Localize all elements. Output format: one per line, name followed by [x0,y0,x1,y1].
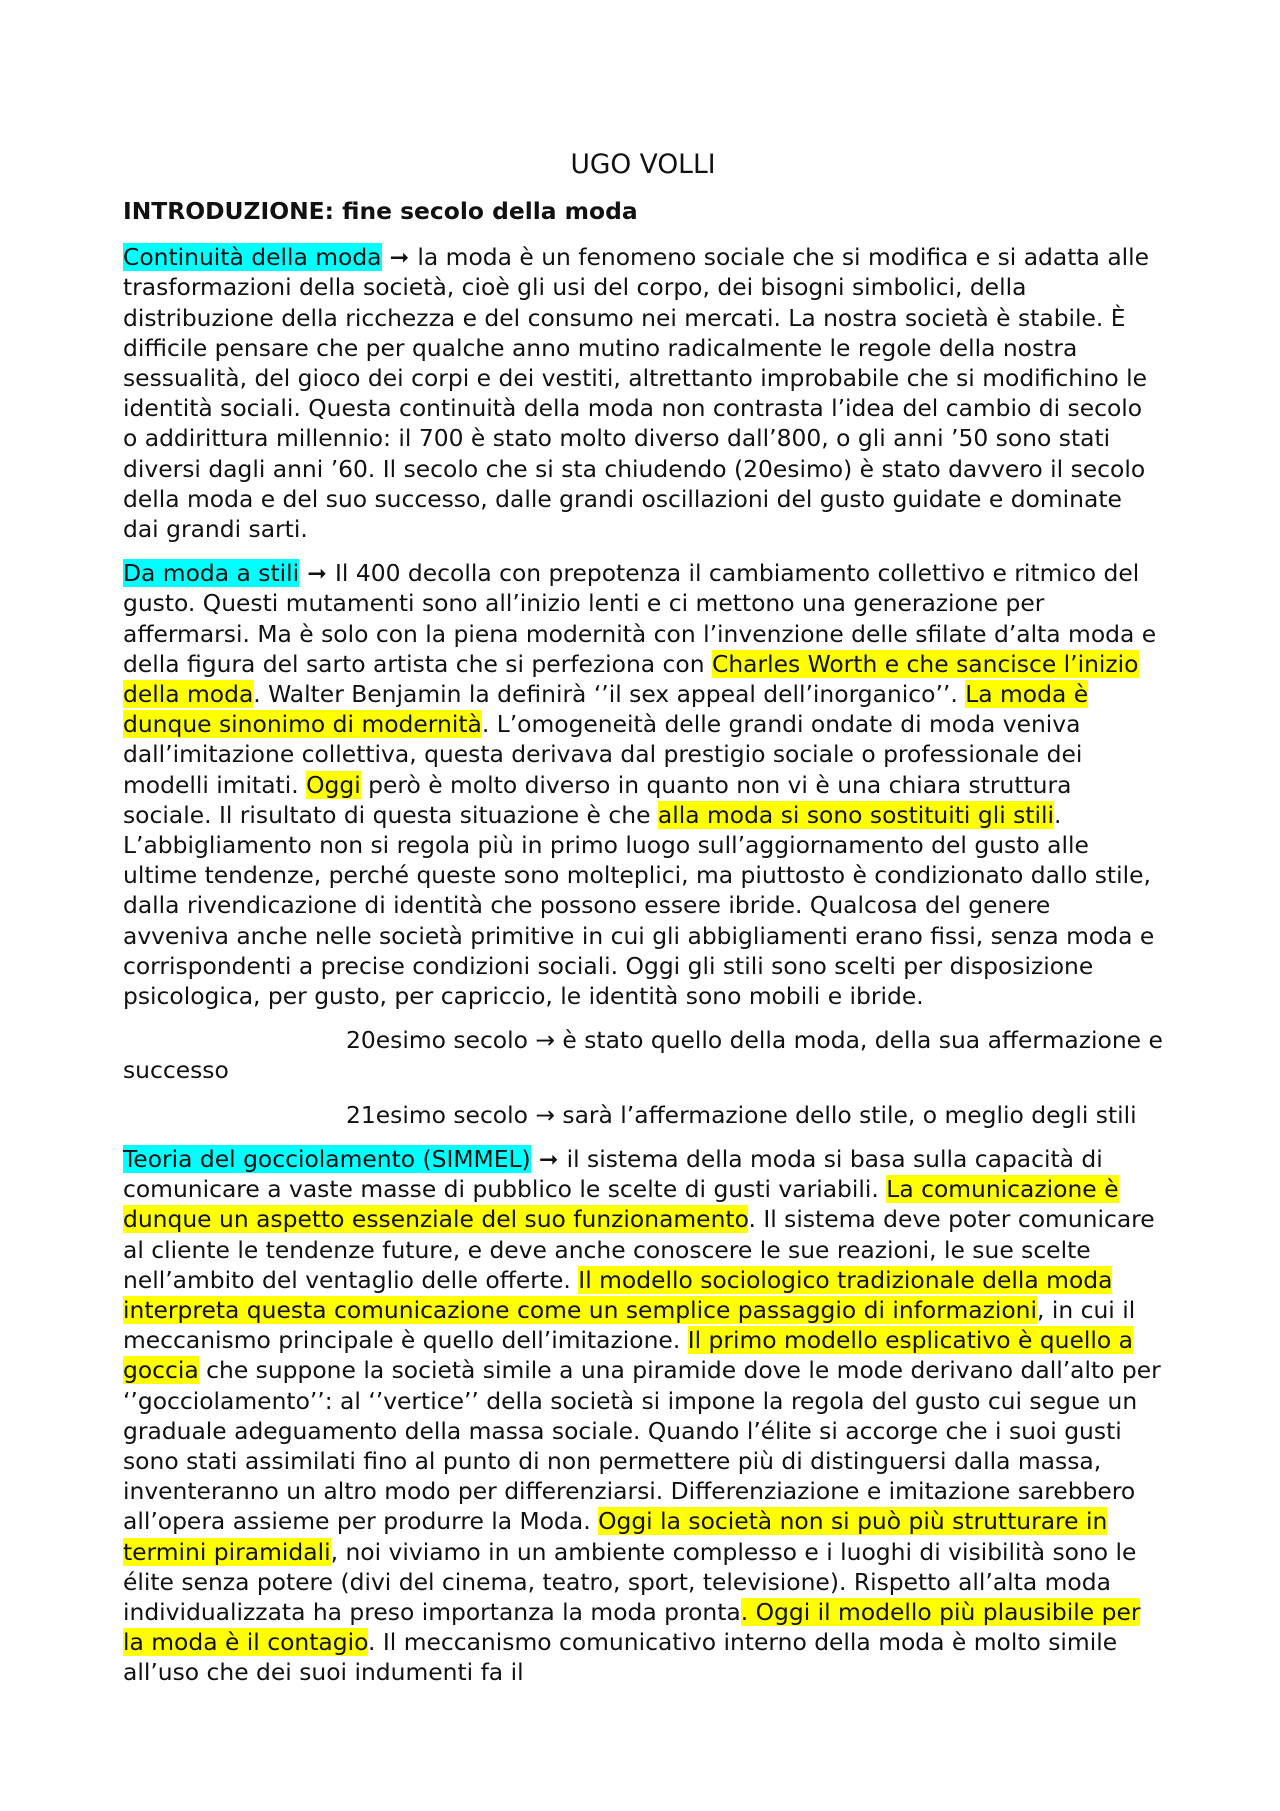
paragraph-text: . Il sistema deve poter comunicare al cliente le tendenze future, e deve anche conoscere le sue reazioni, le sue scelte nell’ambito del ventaglio delle offerte. [123,1205,1155,1294]
section-heading: INTRODUZIONE: fine secolo della moda [123,197,638,225]
term-highlight: Teoria del gocciolamento (SIMMEL) [123,1144,531,1173]
arrow-icon: ➞ [530,1144,567,1173]
key-highlight: La moda è dunque sinonimo di modernità [123,680,1089,739]
paragraph-gocciolamento [123,1144,1163,1688]
paragraph-text: che suppone la società simile a una piramide dove le mode derivano dall’alto per ‘’gocciolamento’’: al ‘’vertice’’ della società si impone la regola del gusto cui segue un graduale adeguamento della massa sociale. Quando l’élite si accorge che i suoi gusti sono stati assimilati fino al punto di non permettere più di distinguersi dalla massa, inventeranno un altro modo per differenziarsi. Differenziazione e imitazione sarebbero all’opera assieme per produrre la Moda. [123,1356,1161,1536]
document-title: UGO VOLLI [570,149,716,180]
key-highlight: Charles Worth e che sancisce l’inizio della moda [123,649,1139,709]
key-highlight: Oggi [306,770,361,799]
paragraph-text: il sistema della moda si basa sulla capacità di comunicare a vaste masse di pubblico le scelte di gusti variabili. [123,1144,1103,1204]
arrow-icon: ➞ [299,559,336,588]
paragraph-text: , noi viviamo in un ambiente complesso e i luoghi di visibilità sono le élite senza potere (divi del cinema, teatro, sport, televisione). Rispetto all’alta moda individualizzata ha preso importanza la moda pronta [123,1537,1137,1626]
paragraph-text: , in cui il meccanismo principale è quello dell’imitazione. [123,1295,1136,1355]
paragraph-continuita [123,242,1163,544]
key-highlight: alla moda si sono sostituiti gli stili [657,800,1054,829]
document-page [123,148,1163,1702]
paragraph-text: . L’omogeneità delle grandi ondate di moda veniva dall’imitazione collettiva, questa derivava dal prestigio sociale o professionale dei modelli imitati. [123,710,1083,799]
paragraph-text: . L’abbigliamento non si regola più in primo luogo sull’aggiornamento del gusto alle ultime tendenze, perché queste sono molteplici, ma piuttosto è condizionato dallo stile, dalla rivendicazione di identità che possono essere ibride. Qualcosa del genere avveniva anche nelle società primitive in cui gli abbigliamenti erano fissi, senza moda e corrispondenti a precise condizioni sociali. Oggi gli stili sono scelti per disposizione psicologica, per gusto, per capriccio, le identità sono mobili e ibride. [123,800,1155,1011]
key-highlight: . Oggi il modello più plausibile per la moda è il contagio [123,1597,1141,1657]
paragraph-text: però è molto diverso in quanto non vi è una chiara struttura sociale. Il risultato di questa situazione è che [123,770,1072,829]
paragraph-text: la moda è un fenomeno sociale che si modifica e si adatta alle trasformazioni della società, cioè gli usi del corpo, dei bisogni simbolici, della distribuzione della ricchezza e del consumo nei mercati. La nostra società è stabile. È difficile pensare che per qualche anno mutino radicalmente le regole della nostra sessualità, del gioco dei corpi e dei vestiti, altrettanto improbabile che si modifichino le identità sociali. Questa continuità della moda non contrasta l’idea del cambio di secolo o addirittura millennio: il 700 è stato molto diverso dall’800, o gli anni ’50 sono stati diversi dagli anni ’60. Il secolo che si sta chiudendo (20esimo) è stato davvero il secolo della moda e del suo successo, dalle grandi oscillazioni del gusto guidate e dominate dai grandi sarti. [123,243,1150,544]
key-highlight: Il primo modello esplicativo è quello a goccia [123,1326,1133,1385]
arrow-icon: ➞ [381,243,418,272]
summary-line-20th: 20esimo secolo → è stato quello della moda, della sua affermazione e successo [123,1026,1163,1085]
paragraph-text: . Il meccanismo comunicativo interno della moda è molto simile all’uso che dei suoi indumenti fa il [123,1628,1118,1687]
indented-summary [123,1025,1163,1130]
paragraph-text: . Walter Benjamin la definirà ‘’il sex appeal dell’inorganico’’. [253,680,966,709]
key-highlight: Il modello sociologico tradizionale della moda interpreta questa comunicazione come un semplice passaggio di informazioni [123,1265,1113,1324]
key-highlight: La comunicazione è dunque un aspetto essenziale del suo funzionamento [123,1175,1119,1234]
term-highlight: Da moda a stili [123,559,300,588]
summary-line-21st: 21esimo secolo → sarà l’affermazione dello stile, o meglio degli stili [346,1100,1137,1129]
term-highlight: Continuità della moda [123,243,382,272]
paragraph-moda-stili [123,558,1163,1011]
paragraph-text: Il 400 decolla con prepotenza il cambiamento collettivo e ritmico del gusto. Questi mutamenti sono all’inizio lenti e ci mettono una generazione per affermarsi. Ma è solo con la piena modernità con l’invenzione delle sfilate d’alta moda e della figura del sarto artista che si perfeziona con [123,559,1157,678]
key-highlight: Oggi la società non si può più strutturare in termini piramidali [123,1507,1108,1566]
